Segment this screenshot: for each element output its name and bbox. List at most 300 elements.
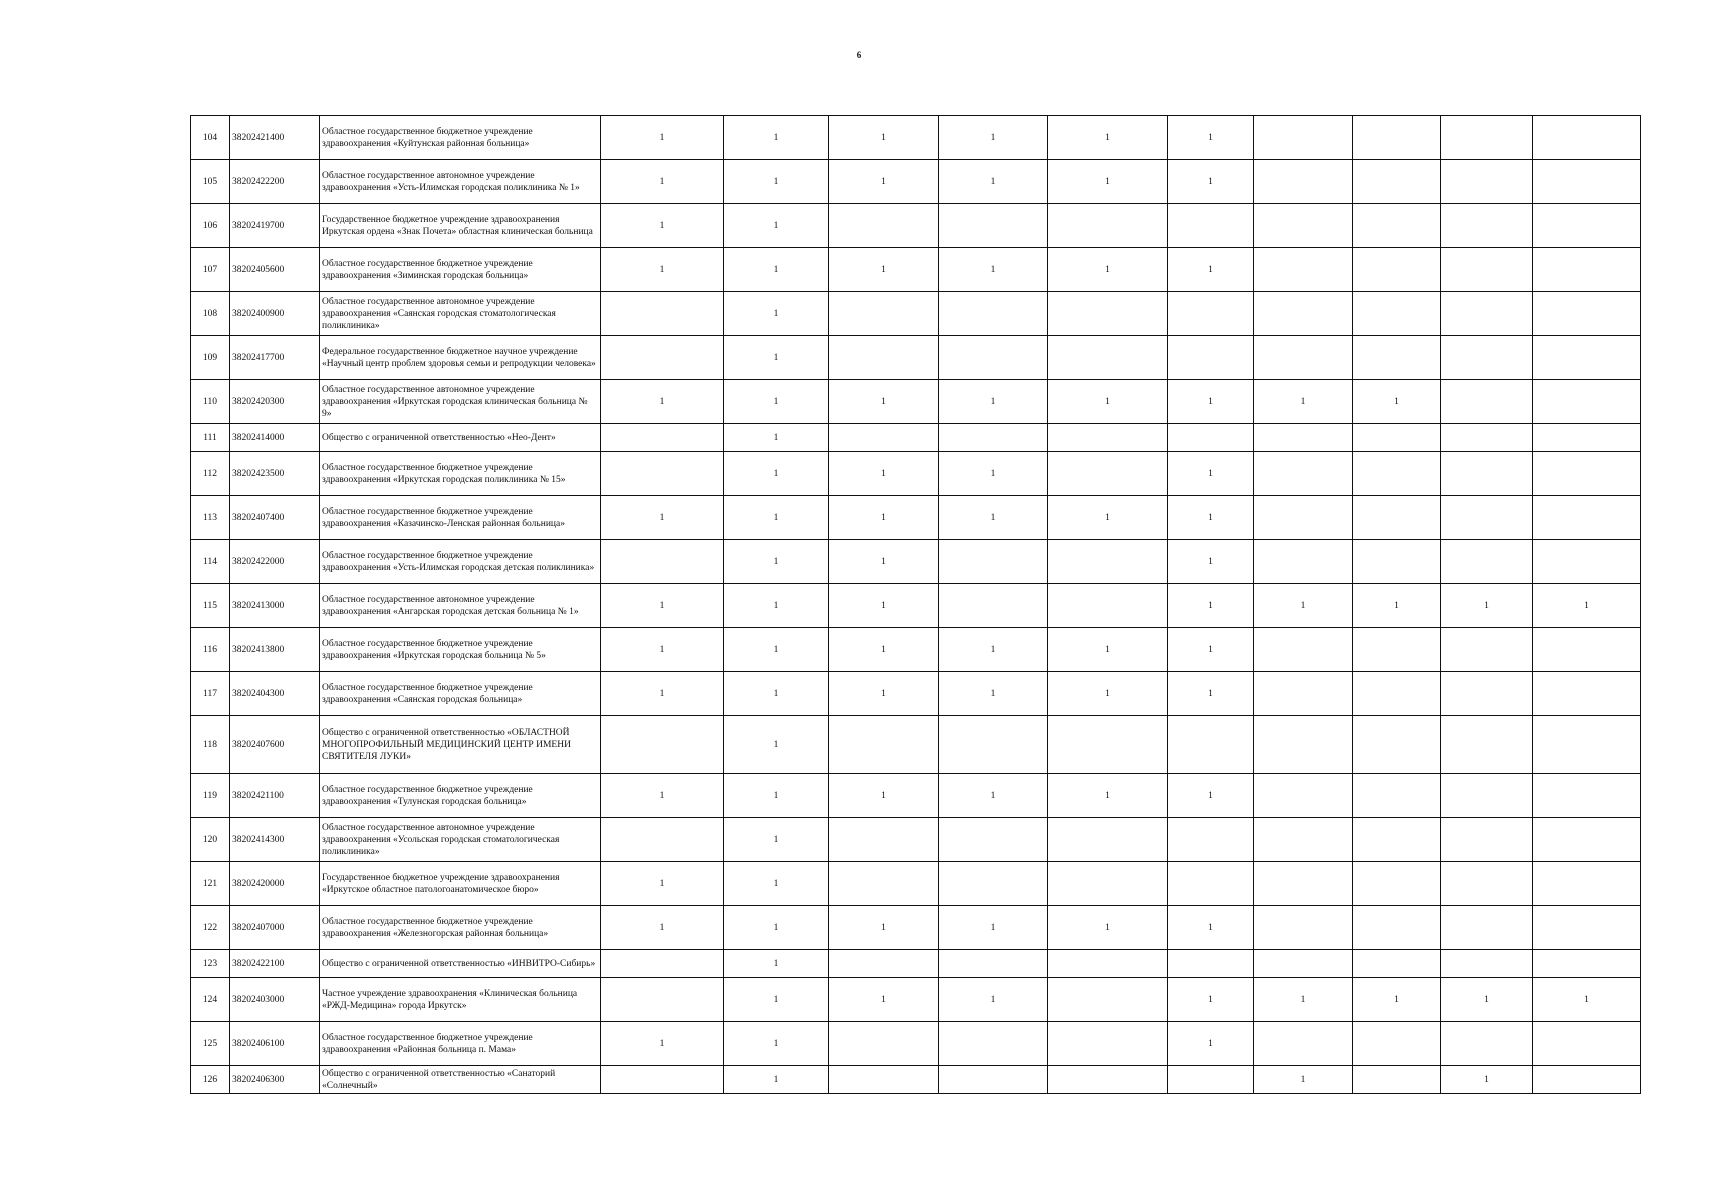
mark-cell [1168, 424, 1254, 452]
mark-cell: 1 [1533, 584, 1641, 628]
mark-cell [1254, 906, 1353, 950]
organization-name: Общество с ограниченной ответственностью «ОБЛАСТНОЙ МНОГОПРОФИЛЬНЫЙ МЕДИЦИНСКИЙ ЦЕНТР ИМЕНИ СВЯТИТЕЛЯ ЛУКИ» [320, 716, 601, 774]
mark-cell: 1 [724, 452, 829, 496]
organization-name: Областное государственное бюджетное учреждение здравоохранения «Куйтунская районная больница» [320, 116, 601, 160]
table-row [191, 204, 1641, 248]
mark-cell: 1 [1254, 1066, 1353, 1094]
organization-name: Областное государственное бюджетное учреждение здравоохранения «Тулунская городская больница» [320, 774, 601, 818]
mark-cell: 1 [601, 672, 724, 716]
mark-cell [1353, 496, 1441, 540]
organization-name: Областное государственное бюджетное учреждение здравоохранения «Железногорская районная больница» [320, 906, 601, 950]
organization-code: 38202420000 [230, 862, 320, 906]
row-number: 118 [191, 716, 230, 774]
mark-cell: 1 [601, 116, 724, 160]
organization-code: 38202405600 [230, 248, 320, 292]
mark-cell [1353, 204, 1441, 248]
mark-cell: 1 [939, 496, 1048, 540]
organization-name: Областное государственное бюджетное учреждение здравоохранения «Казачинско-Ленская районная больница» [320, 496, 601, 540]
table-row [191, 950, 1641, 978]
row-number: 109 [191, 336, 230, 380]
mark-cell [1254, 628, 1353, 672]
mark-cell: 1 [829, 628, 939, 672]
organization-code: 38202407000 [230, 906, 320, 950]
mark-cell [1441, 292, 1533, 336]
mark-cell [939, 584, 1048, 628]
mark-cell [1048, 950, 1168, 978]
mark-cell [1533, 496, 1641, 540]
organization-name: Областное государственное бюджетное учреждение здравоохранения «Иркутская городская больница № 5» [320, 628, 601, 672]
mark-cell [829, 204, 939, 248]
organization-name: Общество с ограниченной ответственностью «Нео-Дент» [320, 424, 601, 452]
mark-cell [829, 818, 939, 862]
mark-cell: 1 [1168, 774, 1254, 818]
mark-cell: 1 [829, 906, 939, 950]
mark-cell: 1 [1168, 248, 1254, 292]
mark-cell [1533, 424, 1641, 452]
table-row [191, 906, 1641, 950]
mark-cell [1254, 248, 1353, 292]
mark-cell [1168, 292, 1254, 336]
mark-cell: 1 [601, 862, 724, 906]
mark-cell: 1 [1168, 160, 1254, 204]
mark-cell: 1 [724, 1022, 829, 1066]
mark-cell [1168, 336, 1254, 380]
mark-cell: 1 [1441, 978, 1533, 1022]
mark-cell: 1 [724, 716, 829, 774]
mark-cell [1254, 160, 1353, 204]
organization-code: 38202422200 [230, 160, 320, 204]
mark-cell: 1 [1168, 1022, 1254, 1066]
mark-cell [1353, 336, 1441, 380]
organization-name: Областное государственное автономное учреждение здравоохранения «Саянская городская стоматологическая поликлиника» [320, 292, 601, 336]
mark-cell [1353, 716, 1441, 774]
mark-cell: 1 [1048, 160, 1168, 204]
mark-cell [1441, 906, 1533, 950]
mark-cell [1168, 818, 1254, 862]
mark-cell [1254, 1022, 1353, 1066]
mark-cell: 1 [601, 906, 724, 950]
mark-cell: 1 [601, 380, 724, 424]
mark-cell: 1 [724, 774, 829, 818]
mark-cell: 1 [1048, 906, 1168, 950]
mark-cell [1353, 950, 1441, 978]
table-body [191, 116, 1641, 1094]
mark-cell [1048, 716, 1168, 774]
mark-cell: 1 [1168, 978, 1254, 1022]
organization-code: 38202420300 [230, 380, 320, 424]
row-number: 126 [191, 1066, 230, 1094]
row-number: 120 [191, 818, 230, 862]
organization-name: Областное государственное автономное учреждение здравоохранения «Иркутская городская клиническая больница № 9» [320, 380, 601, 424]
mark-cell: 1 [829, 116, 939, 160]
mark-cell: 1 [1254, 584, 1353, 628]
mark-cell: 1 [1168, 116, 1254, 160]
mark-cell: 1 [724, 292, 829, 336]
organization-name: Областное государственное бюджетное учреждение здравоохранения «Районная больница п. Мама» [320, 1022, 601, 1066]
mark-cell [601, 292, 724, 336]
mark-cell: 1 [1048, 672, 1168, 716]
table-row [191, 774, 1641, 818]
mark-cell: 1 [1441, 1066, 1533, 1094]
mark-cell: 1 [939, 116, 1048, 160]
mark-cell [1353, 774, 1441, 818]
row-number: 116 [191, 628, 230, 672]
table-row [191, 818, 1641, 862]
mark-cell [829, 1066, 939, 1094]
mark-cell [1441, 380, 1533, 424]
mark-cell: 1 [724, 950, 829, 978]
mark-cell [1533, 336, 1641, 380]
mark-cell: 1 [724, 978, 829, 1022]
mark-cell [939, 292, 1048, 336]
mark-cell [1254, 452, 1353, 496]
table-row [191, 336, 1641, 380]
row-number: 113 [191, 496, 230, 540]
table-row [191, 1022, 1641, 1066]
mark-cell [1353, 1022, 1441, 1066]
mark-cell [1048, 540, 1168, 584]
table-row [191, 248, 1641, 292]
mark-cell: 1 [724, 116, 829, 160]
mark-cell: 1 [1048, 380, 1168, 424]
organization-code: 38202422100 [230, 950, 320, 978]
mark-cell [1533, 628, 1641, 672]
mark-cell: 1 [1168, 672, 1254, 716]
mark-cell [1254, 862, 1353, 906]
organization-name: Федеральное государственное бюджетное научное учреждение «Научный центр проблем здоровья семьи и репродукции человека» [320, 336, 601, 380]
mark-cell [1441, 1022, 1533, 1066]
mark-cell [1353, 116, 1441, 160]
organization-name: Областное государственное бюджетное учреждение здравоохранения «Усть-Илимская городская детская поликлиника» [320, 540, 601, 584]
mark-cell [1441, 862, 1533, 906]
row-number: 117 [191, 672, 230, 716]
mark-cell [939, 424, 1048, 452]
table-row [191, 672, 1641, 716]
mark-cell [601, 336, 724, 380]
mark-cell: 1 [724, 424, 829, 452]
table-row [191, 628, 1641, 672]
mark-cell [601, 716, 724, 774]
mark-cell [939, 1066, 1048, 1094]
mark-cell [1048, 584, 1168, 628]
mark-cell: 1 [601, 1022, 724, 1066]
mark-cell [1533, 380, 1641, 424]
mark-cell [939, 204, 1048, 248]
mark-cell: 1 [1254, 380, 1353, 424]
organization-code: 38202413800 [230, 628, 320, 672]
row-number: 125 [191, 1022, 230, 1066]
mark-cell [1533, 672, 1641, 716]
mark-cell [1353, 906, 1441, 950]
organization-code: 38202423500 [230, 452, 320, 496]
organization-code: 38202407600 [230, 716, 320, 774]
organization-code: 38202414000 [230, 424, 320, 452]
table-row [191, 292, 1641, 336]
organization-code: 38202404300 [230, 672, 320, 716]
mark-cell [829, 950, 939, 978]
mark-cell: 1 [1048, 774, 1168, 818]
mark-cell: 1 [829, 672, 939, 716]
row-number: 106 [191, 204, 230, 248]
table-row [191, 160, 1641, 204]
mark-cell [601, 540, 724, 584]
mark-cell [829, 424, 939, 452]
mark-cell [1048, 336, 1168, 380]
mark-cell [1441, 716, 1533, 774]
row-number: 124 [191, 978, 230, 1022]
table-row [191, 978, 1641, 1022]
mark-cell [939, 716, 1048, 774]
mark-cell [1168, 862, 1254, 906]
mark-cell: 1 [1441, 584, 1533, 628]
mark-cell: 1 [1048, 496, 1168, 540]
mark-cell [1441, 950, 1533, 978]
mark-cell [1254, 716, 1353, 774]
mark-cell [1048, 424, 1168, 452]
mark-cell [1254, 336, 1353, 380]
organization-code: 38202403000 [230, 978, 320, 1022]
organization-name: Областное государственное автономное учреждение здравоохранения «Усольская городская стоматологическая поликлиника» [320, 818, 601, 862]
mark-cell [1048, 978, 1168, 1022]
mark-cell: 1 [601, 628, 724, 672]
mark-cell [1168, 1066, 1254, 1094]
organization-code: 38202413000 [230, 584, 320, 628]
organization-name: Областное государственное бюджетное учреждение здравоохранения «Саянская городская больница» [320, 672, 601, 716]
mark-cell: 1 [724, 862, 829, 906]
mark-cell [1533, 862, 1641, 906]
mark-cell [601, 978, 724, 1022]
organization-code: 38202417700 [230, 336, 320, 380]
mark-cell [1353, 248, 1441, 292]
mark-cell: 1 [724, 336, 829, 380]
organization-name: Государственное бюджетное учреждение здравоохранения Иркутская ордена «Знак Почета» областная клиническая больница [320, 204, 601, 248]
mark-cell [1353, 160, 1441, 204]
table-row [191, 584, 1641, 628]
mark-cell [1353, 818, 1441, 862]
mark-cell: 1 [601, 160, 724, 204]
mark-cell [601, 452, 724, 496]
row-number: 122 [191, 906, 230, 950]
organization-name: Областное государственное автономное учреждение здравоохранения «Усть-Илимская городская поликлиника № 1» [320, 160, 601, 204]
table-row [191, 380, 1641, 424]
mark-cell [1441, 496, 1533, 540]
mark-cell [601, 424, 724, 452]
row-number: 110 [191, 380, 230, 424]
mark-cell [1254, 672, 1353, 716]
table-row [191, 452, 1641, 496]
mark-cell [1048, 862, 1168, 906]
organization-name: Общество с ограниченной ответственностью «ИНВИТРО-Сибирь» [320, 950, 601, 978]
table-row [191, 716, 1641, 774]
mark-cell: 1 [1254, 978, 1353, 1022]
mark-cell [1353, 424, 1441, 452]
mark-cell [1441, 204, 1533, 248]
mark-cell: 1 [601, 248, 724, 292]
mark-cell [1254, 818, 1353, 862]
mark-cell: 1 [601, 496, 724, 540]
mark-cell: 1 [829, 452, 939, 496]
mark-cell [1254, 424, 1353, 452]
organization-code: 38202422000 [230, 540, 320, 584]
mark-cell [939, 950, 1048, 978]
mark-cell [829, 1022, 939, 1066]
organization-code: 38202407400 [230, 496, 320, 540]
mark-cell: 1 [601, 774, 724, 818]
mark-cell: 1 [1353, 380, 1441, 424]
organization-code: 38202421400 [230, 116, 320, 160]
organization-name: Областное государственное бюджетное учреждение здравоохранения «Зиминская городская больница» [320, 248, 601, 292]
page-number: 6 [856, 50, 862, 60]
mark-cell: 1 [939, 906, 1048, 950]
organization-name: Областное государственное автономное учреждение здравоохранения «Ангарская городская детская больница № 1» [320, 584, 601, 628]
mark-cell [1441, 116, 1533, 160]
mark-cell [1353, 292, 1441, 336]
row-number: 104 [191, 116, 230, 160]
mark-cell [1441, 424, 1533, 452]
mark-cell [1353, 540, 1441, 584]
mark-cell: 1 [1353, 978, 1441, 1022]
organization-code: 38202414300 [230, 818, 320, 862]
mark-cell [601, 950, 724, 978]
table-row [191, 862, 1641, 906]
mark-cell: 1 [1168, 380, 1254, 424]
mark-cell [939, 862, 1048, 906]
mark-cell [1533, 204, 1641, 248]
mark-cell [1533, 774, 1641, 818]
mark-cell: 1 [724, 160, 829, 204]
organization-code: 38202421100 [230, 774, 320, 818]
mark-cell [601, 818, 724, 862]
mark-cell [1533, 116, 1641, 160]
mark-cell [1254, 540, 1353, 584]
row-number: 111 [191, 424, 230, 452]
mark-cell [1441, 540, 1533, 584]
registry-table [190, 115, 1641, 1094]
table-row [191, 496, 1641, 540]
mark-cell: 1 [829, 978, 939, 1022]
mark-cell: 1 [724, 248, 829, 292]
mark-cell: 1 [1048, 248, 1168, 292]
mark-cell: 1 [1168, 584, 1254, 628]
mark-cell [1533, 950, 1641, 978]
table-row [191, 424, 1641, 452]
mark-cell [1168, 204, 1254, 248]
mark-cell: 1 [601, 584, 724, 628]
mark-cell: 1 [1168, 452, 1254, 496]
mark-cell [1533, 540, 1641, 584]
mark-cell [1353, 628, 1441, 672]
mark-cell [1533, 906, 1641, 950]
mark-cell [1048, 818, 1168, 862]
row-number: 108 [191, 292, 230, 336]
table-row [191, 1066, 1641, 1094]
mark-cell [1441, 336, 1533, 380]
mark-cell: 1 [829, 496, 939, 540]
row-number: 112 [191, 452, 230, 496]
mark-cell: 1 [724, 818, 829, 862]
mark-cell: 1 [939, 672, 1048, 716]
organization-name: Частное учреждение здравоохранения «Клиническая больница «РЖД-Медицина» города Иркутск» [320, 978, 601, 1022]
mark-cell: 1 [1048, 628, 1168, 672]
mark-cell [1254, 292, 1353, 336]
mark-cell [1254, 496, 1353, 540]
mark-cell [829, 716, 939, 774]
mark-cell [1533, 1066, 1641, 1094]
mark-cell [939, 540, 1048, 584]
organization-name: Общество с ограниченной ответственностью «Санаторий «Солнечный» [320, 1066, 601, 1094]
mark-cell [1254, 116, 1353, 160]
mark-cell [1441, 774, 1533, 818]
mark-cell [1048, 1022, 1168, 1066]
mark-cell [1353, 452, 1441, 496]
mark-cell [1441, 672, 1533, 716]
mark-cell [1533, 452, 1641, 496]
mark-cell: 1 [724, 380, 829, 424]
organization-code: 38202419700 [230, 204, 320, 248]
mark-cell: 1 [724, 584, 829, 628]
mark-cell [1353, 862, 1441, 906]
mark-cell [1533, 292, 1641, 336]
mark-cell: 1 [829, 540, 939, 584]
mark-cell [829, 292, 939, 336]
mark-cell: 1 [1168, 496, 1254, 540]
mark-cell: 1 [829, 584, 939, 628]
mark-cell [1254, 950, 1353, 978]
mark-cell: 1 [939, 380, 1048, 424]
mark-cell: 1 [724, 906, 829, 950]
mark-cell [1441, 248, 1533, 292]
organization-code: 38202406300 [230, 1066, 320, 1094]
mark-cell: 1 [939, 248, 1048, 292]
mark-cell [1048, 452, 1168, 496]
organization-name: Областное государственное бюджетное учреждение здравоохранения «Иркутская городская поликлиника № 15» [320, 452, 601, 496]
mark-cell [1168, 950, 1254, 978]
mark-cell [829, 862, 939, 906]
table-row [191, 540, 1641, 584]
mark-cell [1441, 628, 1533, 672]
mark-cell: 1 [829, 774, 939, 818]
mark-cell: 1 [939, 774, 1048, 818]
mark-cell [939, 818, 1048, 862]
row-number: 123 [191, 950, 230, 978]
mark-cell [939, 1022, 1048, 1066]
row-number: 115 [191, 584, 230, 628]
mark-cell: 1 [724, 204, 829, 248]
mark-cell [1441, 818, 1533, 862]
mark-cell: 1 [829, 380, 939, 424]
mark-cell: 1 [829, 248, 939, 292]
row-number: 107 [191, 248, 230, 292]
row-number: 114 [191, 540, 230, 584]
mark-cell: 1 [1168, 540, 1254, 584]
mark-cell: 1 [724, 628, 829, 672]
mark-cell [1168, 716, 1254, 774]
mark-cell [1533, 818, 1641, 862]
mark-cell: 1 [1168, 628, 1254, 672]
mark-cell [1353, 1066, 1441, 1094]
mark-cell: 1 [601, 204, 724, 248]
organization-code: 38202400900 [230, 292, 320, 336]
mark-cell [1441, 452, 1533, 496]
mark-cell: 1 [724, 540, 829, 584]
organization-name: Государственное бюджетное учреждение здравоохранения «Иркутское областное патологоанатомическое бюро» [320, 862, 601, 906]
mark-cell [1533, 1022, 1641, 1066]
mark-cell [601, 1066, 724, 1094]
mark-cell [1533, 248, 1641, 292]
mark-cell: 1 [724, 496, 829, 540]
mark-cell [1441, 160, 1533, 204]
table-row [191, 116, 1641, 160]
